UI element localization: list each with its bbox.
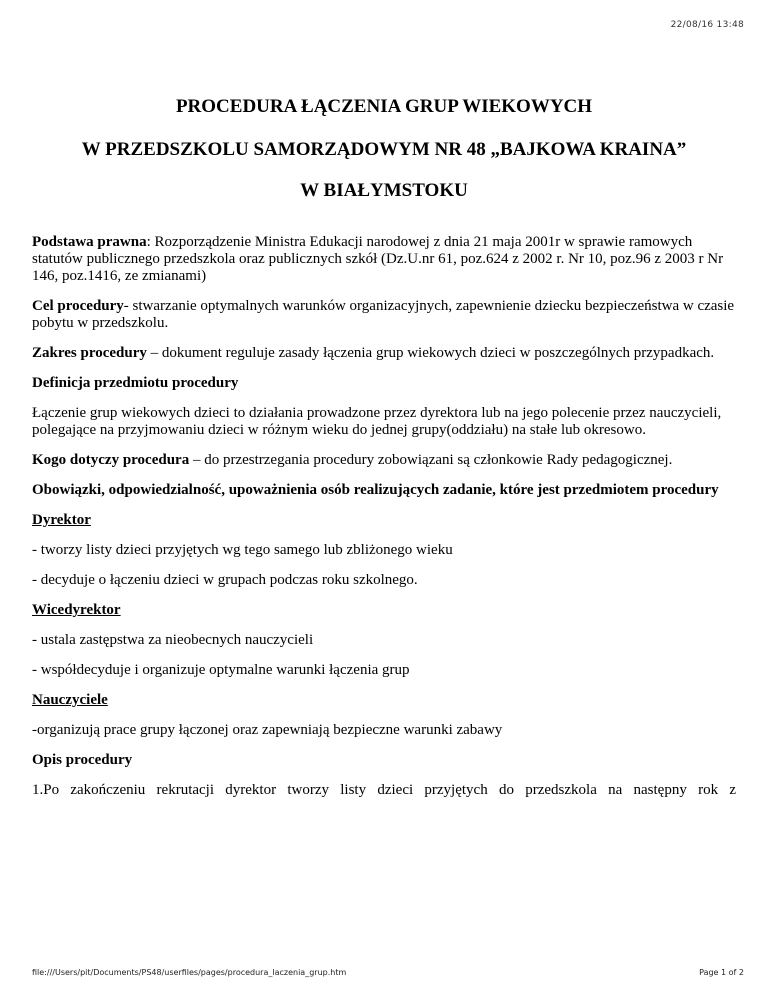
applies-to-text: – do przestrzegania procedury zobowiązani są członkowie Rady pedagogicznej. xyxy=(189,452,673,468)
applies-to-label: Kogo dotyczy procedura xyxy=(32,452,190,468)
teachers-heading: Nauczyciele xyxy=(32,692,108,708)
procedure-step-1: 1.Po zakończeniu rekrutacji dyrektor tworzy listy dzieci przyjętych do przedszkola na następny rok z xyxy=(32,782,736,798)
document-body xyxy=(32,234,736,812)
duties-heading: Obowiązki, odpowiedzialność, upoważnienia osób realizujących zadanie, które jest przedmiotem procedury xyxy=(32,482,719,498)
footer-file-path: file:///Users/pit/Documents/PS48/userfiles/pages/procedura_laczenia_grup.htm xyxy=(32,968,347,977)
title-line-1: PROCEDURA ŁĄCZENIA GRUP WIEKOWYCH xyxy=(175,96,593,117)
title-line-2: W PRZEDSZKOLU SAMORZĄDOWYM NR 48 „BAJKOWA KRAINA” xyxy=(81,139,687,160)
director-heading: Dyrektor xyxy=(32,512,91,528)
applies-to-paragraph xyxy=(32,452,736,469)
purpose-label: Cel procedury xyxy=(32,298,124,314)
scope-text: – dokument reguluje zasady łączenia grup wiekowych dzieci w poszczególnych przypadkach. xyxy=(146,345,715,361)
vice-director-item-2: - współdecyduje i organizuje optymalne warunki łączenia grup xyxy=(32,662,410,678)
director-item-2: - decyduje o łączeniu dzieci w grupach podczas roku szkolnego. xyxy=(32,572,418,588)
scope-label: Zakres procedury xyxy=(32,345,147,361)
footer-page-number: Page 1 of 2 xyxy=(699,968,744,977)
scope-paragraph xyxy=(32,345,736,362)
vice-director-item-1: - ustala zastępstwa za nieobecnych nauczycieli xyxy=(32,632,314,648)
legal-basis-paragraph xyxy=(32,234,736,285)
teachers-item-1: -organizują prace grupy łączonej oraz zapewniają bezpieczne warunki zabawy xyxy=(32,722,503,738)
purpose-text: - stwarzanie optymalnych warunków organizacyjnych, zapewnienie dziecku bezpieczeństwa w czasie pobytu w przedszkolu. xyxy=(32,298,735,331)
director-item-1: - tworzy listy dzieci przyjętych wg tego samego lub zbliżonego wieku xyxy=(32,542,453,558)
print-datetime: 22/08/16 13:48 xyxy=(670,20,744,30)
legal-basis-text: : Rozporządzenie Ministra Edukacji narodowej z dnia 21 maja 2001r w sprawie ramowych statutów publicznego przedszkola oraz publicznych szkół (Dz.U.nr 61, poz.624 z 2002 r. Nr 10, poz.96 z 2003 r Nr 146, poz.1416, ze zmianami) xyxy=(32,234,724,284)
definition-heading: Definicja przedmiotu procedury xyxy=(32,375,239,391)
legal-basis-label: Podstawa prawna xyxy=(32,234,147,250)
vice-director-heading: Wicedyrektor xyxy=(32,602,121,618)
purpose-paragraph xyxy=(32,298,736,332)
title-line-3: W BIAŁYMSTOKU xyxy=(300,180,468,201)
definition-text: Łączenie grup wiekowych dzieci to działania prowadzone przez dyrektora lub na jego polecenie przez nauczycieli, polegające na przyjmowaniu dzieci w różnym wieku do jednej grupy(oddziału) na stałe lub okresowo. xyxy=(32,405,722,438)
procedure-description-heading: Opis procedury xyxy=(32,752,133,768)
